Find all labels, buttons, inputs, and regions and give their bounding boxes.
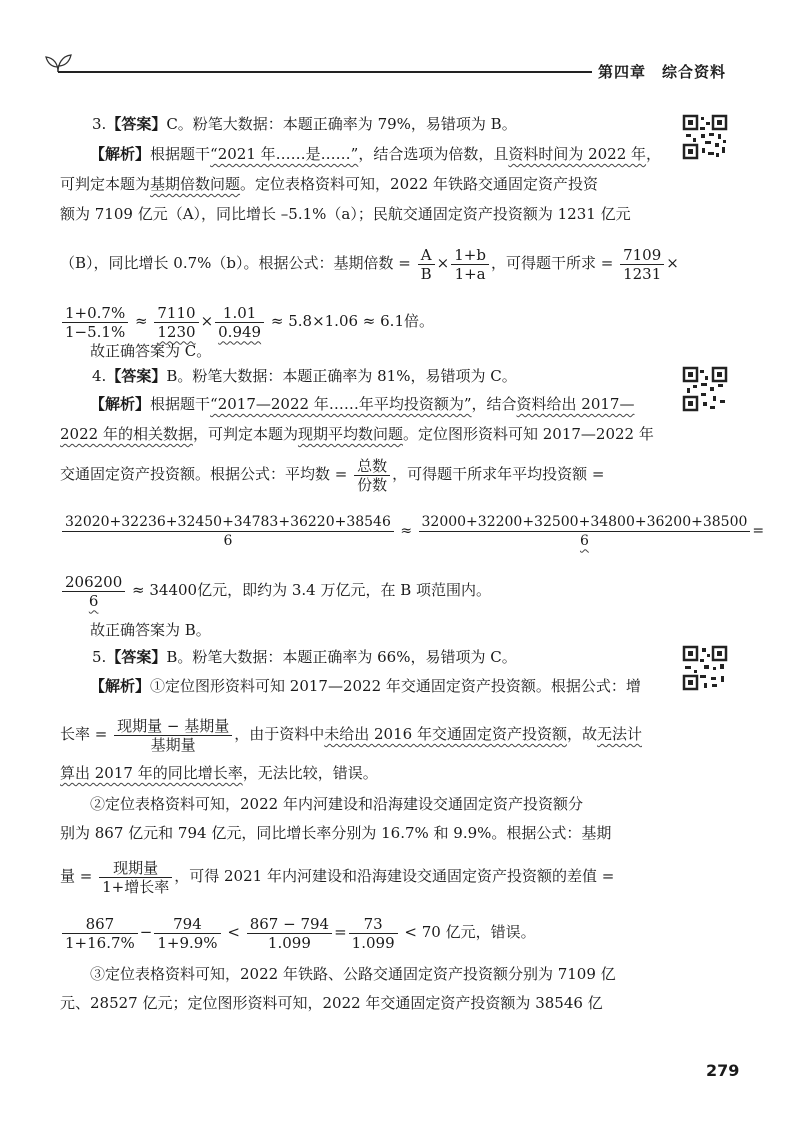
q3-analysis-line [90, 144, 661, 164]
answer-text: C。粉笔大数据：本题正确率为 79%，易错项为 B。 [166, 115, 517, 133]
chapter-label: 第四章 [598, 63, 647, 81]
denominator: 1−5.1% [65, 322, 126, 341]
denominator: 1+16.7% [65, 933, 135, 952]
operator: = [334, 923, 347, 941]
qr-code-icon [682, 114, 728, 160]
text: ，结合 [471, 395, 517, 413]
answer-text: B。粉笔大数据：本题正确率为 66%，易错项为 C。 [166, 648, 517, 666]
fraction [62, 304, 128, 341]
denominator: 1.099 [351, 933, 395, 952]
numerator: 现期量 − 基期量 [114, 717, 232, 736]
highlight: 现期平均数问题 [297, 425, 403, 443]
highlight: 资料给出 2017— [516, 395, 635, 413]
highlight: 基期倍数问题 [150, 175, 241, 193]
q5-number: 5. [92, 648, 107, 666]
q4-answer-line [92, 366, 517, 386]
q4-number: 4. [92, 367, 107, 385]
numerator: 794 [154, 915, 220, 934]
qr-code-icon [682, 366, 728, 412]
text: ，故 [566, 725, 597, 743]
running-header [598, 61, 726, 82]
denominator: 1230 [157, 322, 196, 341]
fraction [62, 915, 138, 952]
formula-line [60, 910, 536, 954]
fraction [349, 915, 398, 952]
paragraph-line [60, 763, 378, 783]
denominator: 6 [579, 532, 589, 549]
text: ①定位图形资料可知 2017—2022 年交通固定资产投资额。根据公式：增 [150, 677, 641, 695]
section-label: 综合资料 [662, 63, 727, 81]
denominator: 1+a [454, 264, 486, 283]
fraction [354, 457, 390, 494]
denominator: 1+增长率 [102, 877, 170, 896]
operator: × [200, 312, 214, 330]
text: 根据题干 [150, 395, 211, 413]
numerator: 现期量 [99, 859, 172, 878]
text: 可判定本题为 [60, 175, 151, 193]
formula-line [60, 299, 434, 343]
text: ，可得 2021 年内河建设和沿海建设交通固定资产投资额的差值 = [174, 867, 615, 885]
denominator: 基期量 [150, 735, 196, 754]
paragraph-line [60, 424, 654, 444]
text: ≈ 5.8×1.06 ≈ 6.1倍。 [270, 312, 434, 330]
operator: − [139, 923, 153, 941]
denominator: B [420, 264, 432, 283]
paragraph-line [60, 174, 598, 194]
operator: ≈ [135, 312, 148, 330]
analysis-tag: 【解析】 [90, 145, 151, 163]
numerator: 32000+32200+32500+34800+36200+38500 [419, 513, 751, 532]
answer-tag: 【答案】 [106, 115, 167, 133]
conclusion-line: 故正确答案为 B。 [90, 621, 211, 639]
fraction [419, 513, 751, 550]
text: ≈ 34400亿元，即约为 3.4 万亿元，在 B 项范围内。 [132, 581, 492, 599]
numerator: 32020+32236+32450+34783+36220+38546 [62, 513, 394, 532]
fraction [247, 915, 332, 952]
qr-code-icon [682, 645, 728, 691]
fraction [215, 304, 264, 341]
formula-line [60, 568, 491, 612]
paragraph-line: 别为 867 亿元和 794 亿元，同比增长率分别为 16.7% 和 9.9%。根据公式：基期 [60, 824, 612, 842]
highlight: “2021 年……是……” [210, 145, 359, 163]
text: 。定位表格资料可知，2022 年铁路交通固定资产投资 [240, 175, 598, 193]
operator: × [666, 254, 679, 272]
answer-text: B。粉笔大数据：本题正确率为 81%，易错项为 C。 [166, 367, 517, 385]
q5-analysis-line [90, 676, 641, 696]
operator: = [752, 523, 765, 539]
operator: < [227, 923, 240, 941]
denominator: 份数 [357, 475, 388, 494]
denominator: 0.949 [218, 322, 262, 341]
text: ，可判定本题为 [192, 425, 298, 443]
fraction [99, 859, 172, 896]
denominator: 1.099 [267, 933, 311, 952]
text: 量 = [60, 867, 93, 885]
numerator: 73 [349, 915, 398, 934]
fraction [154, 915, 220, 952]
highlight: 资料时间为 2022 年 [508, 145, 647, 163]
fraction [451, 246, 489, 283]
fraction [620, 246, 664, 283]
formula-line [60, 452, 604, 496]
numerator: 206200 [62, 573, 125, 592]
formula-line [60, 854, 614, 898]
formula-line [60, 509, 764, 553]
fraction [114, 717, 232, 754]
numerator: 7110 [154, 304, 198, 323]
numerator: 1.01 [215, 304, 264, 323]
text: ，由于资料中 [234, 725, 325, 743]
paragraph-line: ②定位表格资料可知，2022 年内河建设和沿海建设交通固定资产投资额分 [90, 795, 583, 813]
fraction [62, 573, 125, 610]
answer-tag: 【答案】 [106, 367, 167, 385]
operator: ≈ [400, 523, 413, 539]
page-number: 279 [706, 1061, 740, 1080]
fraction [62, 513, 394, 550]
text: 根据题干 [150, 145, 211, 163]
highlight: 无法计 [596, 725, 642, 743]
highlight: 未给出 2016 年交通固定资产投资额 [324, 725, 567, 743]
numerator: A [418, 246, 435, 265]
fraction [154, 304, 198, 341]
denominator: 6 [223, 532, 233, 549]
text: ，可得题干所求 = [490, 254, 614, 272]
q3-answer-line [92, 114, 517, 134]
q5-answer-line [92, 647, 517, 667]
highlight: “2017—2022 年……年平均投资额为” [210, 395, 472, 413]
numerator: 总数 [354, 457, 390, 476]
text: 。定位图形资料可知 2017—2022 年 [402, 425, 654, 443]
text: ，可得题干所求年平均投资额 = [392, 465, 605, 483]
text: ， [646, 145, 662, 163]
operator: × [436, 254, 450, 272]
fraction [418, 246, 435, 283]
q4-analysis-line [90, 394, 634, 414]
paragraph-line: ③定位表格资料可知，2022 年铁路、公路交通固定资产投资额分别为 7109 亿 [90, 965, 616, 983]
answer-tag: 【答案】 [106, 648, 167, 666]
header-rule [58, 71, 592, 73]
text: 交通固定资产投资额。根据公式：平均数 = [60, 465, 348, 483]
denominator: 6 [88, 591, 99, 610]
text: （B），同比增长 0.7%（b）。根据公式：基期倍数 = [60, 254, 411, 272]
conclusion-line: 故正确答案为 C。 [90, 342, 212, 360]
paragraph-line: 额为 7109 亿元（A），同比增长 –5.1%（a）；民航交通固定资产投资额为 1231 亿元 [60, 205, 631, 223]
formula-line [60, 712, 642, 756]
analysis-tag: 【解析】 [90, 677, 151, 695]
numerator: 1+b [451, 246, 489, 265]
numerator: 867 − 794 [247, 915, 332, 934]
q3-number: 3. [92, 115, 107, 133]
text: ，结合选项为倍数，且 [358, 145, 509, 163]
formula-line [60, 241, 679, 285]
analysis-tag: 【解析】 [90, 395, 151, 413]
highlight: 算出 2017 年的同比增长率 [60, 764, 243, 782]
text: ，无法比较，错误。 [242, 764, 378, 782]
highlight: 2022 年的相关数据 [60, 425, 193, 443]
denominator: 1231 [623, 264, 662, 283]
paragraph-line: 元、28527 亿元；定位图形资料可知，2022 年交通固定资产投资额为 38546 亿 [60, 994, 603, 1012]
denominator: 1+9.9% [157, 933, 218, 952]
text: < 70 亿元，错误。 [404, 923, 536, 941]
text: 长率 = [60, 725, 108, 743]
numerator: 1+0.7% [62, 304, 128, 323]
numerator: 7109 [620, 246, 664, 265]
numerator: 867 [62, 915, 138, 934]
